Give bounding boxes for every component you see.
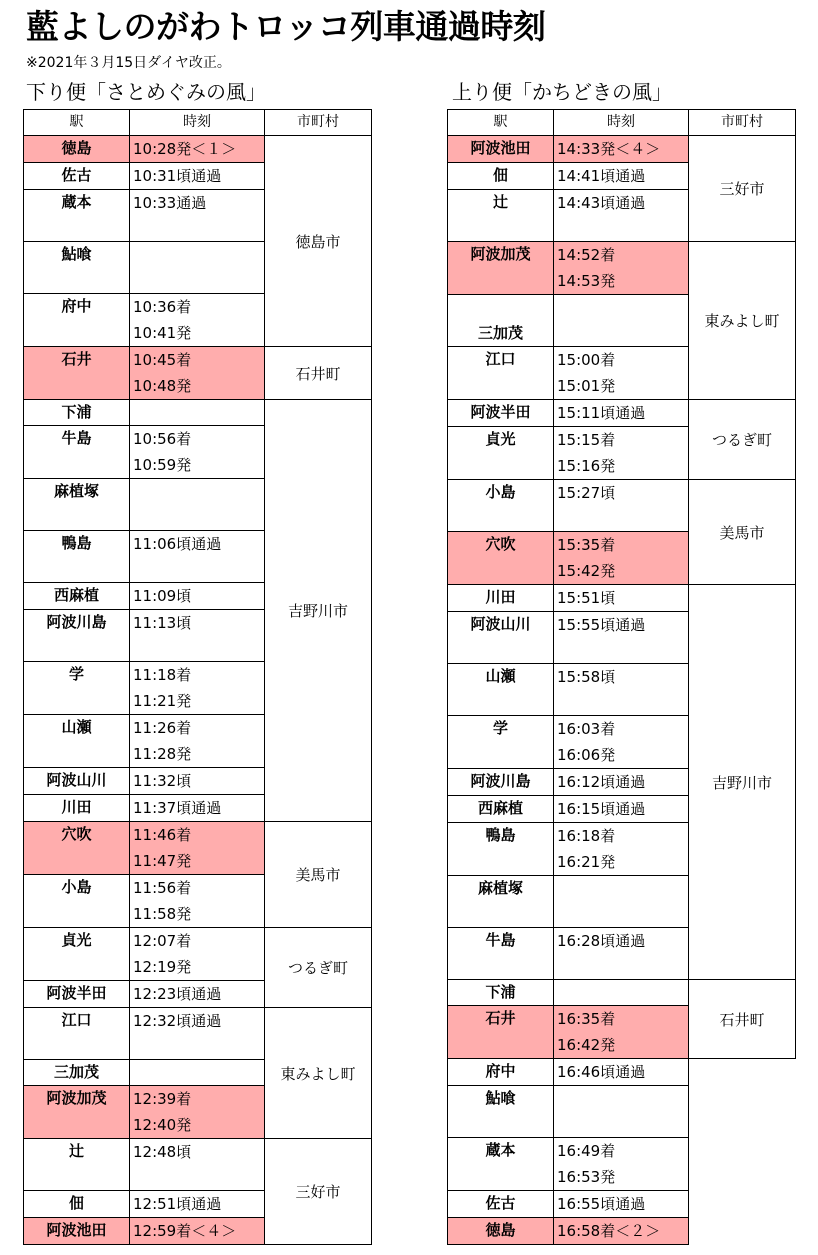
time-value: 15:01発 bbox=[557, 377, 616, 395]
station-time bbox=[130, 347, 265, 400]
station-time bbox=[554, 1006, 689, 1059]
station-row bbox=[448, 136, 796, 163]
station-time bbox=[554, 427, 689, 480]
time-value: 15:35着 bbox=[557, 536, 616, 554]
time-value: 15:51頃 bbox=[557, 589, 616, 607]
time-value: 15:11頃通過 bbox=[557, 404, 646, 422]
time-value: 12:19発 bbox=[133, 958, 192, 976]
station-row bbox=[448, 1218, 796, 1245]
municipality-cell: 吉野川市 bbox=[689, 585, 796, 980]
station-name: 山瀬 bbox=[448, 664, 554, 716]
station-row bbox=[24, 1139, 372, 1191]
time-value: 12:40発 bbox=[133, 1116, 192, 1134]
municipality-cell: 徳島市 bbox=[265, 136, 372, 347]
time-value: 15:27頃 bbox=[557, 484, 616, 502]
header-time: 時刻 bbox=[554, 110, 689, 136]
station-name: 三加茂 bbox=[448, 295, 554, 347]
station-time bbox=[554, 716, 689, 769]
station-time bbox=[554, 400, 689, 427]
time-value: 12:39着 bbox=[133, 1090, 192, 1108]
station-name: 下浦 bbox=[448, 980, 554, 1006]
time-value: 12:59着＜４＞ bbox=[133, 1222, 237, 1240]
station-name: 西麻植 bbox=[448, 796, 554, 823]
time-value: 10:31頃通過 bbox=[133, 167, 222, 185]
time-value: 16:18着 bbox=[557, 827, 616, 845]
time-value: 11:37頃通過 bbox=[133, 799, 222, 817]
station-name: 川田 bbox=[448, 585, 554, 612]
time-value: 16:55頃通過 bbox=[557, 1195, 646, 1213]
station-time bbox=[554, 585, 689, 612]
station-row bbox=[448, 400, 796, 427]
station-time bbox=[554, 769, 689, 796]
time-value: 11:56着 bbox=[133, 879, 192, 897]
station-name: 下浦 bbox=[24, 400, 130, 426]
station-time bbox=[554, 242, 689, 295]
station-name: 小島 bbox=[448, 480, 554, 532]
station-time bbox=[130, 479, 265, 531]
time-value: 15:42発 bbox=[557, 562, 616, 580]
time-value: 11:32頃 bbox=[133, 772, 192, 790]
header-row bbox=[24, 110, 372, 136]
time-value: 16:12頃通過 bbox=[557, 773, 646, 791]
station-name: 貞光 bbox=[448, 427, 554, 480]
station-name: 三加茂 bbox=[24, 1060, 130, 1086]
station-name: 穴吹 bbox=[448, 532, 554, 585]
station-name: 牛島 bbox=[24, 426, 130, 479]
time-value: 11:47発 bbox=[133, 852, 192, 870]
station-row bbox=[24, 136, 372, 163]
time-value: 14:52着 bbox=[557, 246, 616, 264]
time-value: 16:46頃通過 bbox=[557, 1063, 646, 1081]
station-name: 阿波池田 bbox=[24, 1218, 130, 1245]
station-time bbox=[554, 1059, 689, 1086]
station-name: 府中 bbox=[448, 1059, 554, 1086]
time-value: 16:06発 bbox=[557, 746, 616, 764]
station-name: 鴨島 bbox=[448, 823, 554, 876]
station-name: 穴吹 bbox=[24, 822, 130, 875]
station-time bbox=[130, 981, 265, 1008]
station-time bbox=[554, 1086, 689, 1138]
time-value: 10:36着 bbox=[133, 298, 192, 316]
station-time bbox=[130, 294, 265, 347]
station-name: 阿波加茂 bbox=[24, 1086, 130, 1139]
station-name: 鴨島 bbox=[24, 531, 130, 583]
time-value: 11:09頃 bbox=[133, 587, 192, 605]
station-name: 徳島 bbox=[448, 1218, 554, 1245]
down-train-caption: 下り便「さとめぐみの風」 bbox=[26, 80, 266, 104]
station-name: 学 bbox=[24, 662, 130, 715]
station-name: 西麻植 bbox=[24, 583, 130, 610]
station-name: 阿波加茂 bbox=[448, 242, 554, 295]
station-time bbox=[130, 768, 265, 795]
station-time bbox=[554, 1138, 689, 1191]
time-value: 16:21発 bbox=[557, 853, 616, 871]
station-row bbox=[448, 1059, 796, 1086]
time-value: 14:53発 bbox=[557, 272, 616, 290]
station-row bbox=[448, 1138, 796, 1191]
time-value: 15:16発 bbox=[557, 457, 616, 475]
station-time bbox=[130, 715, 265, 768]
station-name: 小島 bbox=[24, 875, 130, 928]
station-name: 石井 bbox=[24, 347, 130, 400]
station-time bbox=[130, 400, 265, 426]
station-time bbox=[554, 612, 689, 664]
station-row bbox=[448, 1086, 796, 1138]
station-row bbox=[448, 980, 796, 1006]
station-row bbox=[24, 822, 372, 875]
station-time bbox=[130, 1086, 265, 1139]
time-value: 11:26着 bbox=[133, 719, 192, 737]
time-value: 12:48頃 bbox=[133, 1143, 192, 1161]
time-value: 16:49着 bbox=[557, 1142, 616, 1160]
station-name: 佃 bbox=[24, 1191, 130, 1218]
time-value: 16:42発 bbox=[557, 1036, 616, 1054]
header-station: 駅 bbox=[24, 110, 130, 136]
time-value: 11:58発 bbox=[133, 905, 192, 923]
time-value: 10:56着 bbox=[133, 430, 192, 448]
time-value: 11:28発 bbox=[133, 745, 192, 763]
station-time bbox=[554, 1218, 689, 1245]
station-time bbox=[130, 242, 265, 294]
municipality-cell: 三好市 bbox=[265, 1139, 372, 1245]
station-name: 阿波川島 bbox=[24, 610, 130, 662]
time-value: 12:07着 bbox=[133, 932, 192, 950]
station-row bbox=[24, 928, 372, 981]
station-time bbox=[554, 1191, 689, 1218]
station-time bbox=[130, 1218, 265, 1245]
station-name: 貞光 bbox=[24, 928, 130, 981]
time-value: 10:33通過 bbox=[133, 194, 207, 212]
station-time bbox=[130, 583, 265, 610]
station-time bbox=[130, 531, 265, 583]
station-time bbox=[554, 823, 689, 876]
station-name: 阿波川島 bbox=[448, 769, 554, 796]
station-name: 麻植塚 bbox=[448, 876, 554, 928]
station-time bbox=[554, 928, 689, 980]
station-name: 江口 bbox=[24, 1008, 130, 1060]
station-name: 辻 bbox=[24, 1139, 130, 1191]
station-name: 石井 bbox=[448, 1006, 554, 1059]
station-name: 佃 bbox=[448, 163, 554, 190]
time-value: 14:41頃通過 bbox=[557, 167, 646, 185]
station-name: 鮎喰 bbox=[24, 242, 130, 294]
station-name: 鮎喰 bbox=[448, 1086, 554, 1138]
station-row bbox=[448, 1191, 796, 1218]
station-time bbox=[554, 480, 689, 532]
municipality-cell: 石井町 bbox=[265, 347, 372, 400]
time-value: 15:15着 bbox=[557, 431, 616, 449]
municipality-cell: 石井町 bbox=[689, 980, 796, 1059]
municipality-cell: 美馬市 bbox=[265, 822, 372, 928]
time-value: 10:59発 bbox=[133, 456, 192, 474]
time-value: 10:48発 bbox=[133, 377, 192, 395]
time-value: 10:41発 bbox=[133, 324, 192, 342]
station-time bbox=[130, 610, 265, 662]
station-time bbox=[554, 796, 689, 823]
header-row bbox=[448, 110, 796, 136]
time-value: 16:58着＜２＞ bbox=[557, 1222, 661, 1240]
station-time bbox=[554, 190, 689, 242]
time-value: 16:03着 bbox=[557, 720, 616, 738]
municipality-cell: つるぎ町 bbox=[689, 400, 796, 480]
municipality-cell: つるぎ町 bbox=[265, 928, 372, 1008]
station-time bbox=[554, 876, 689, 928]
time-value: 11:21発 bbox=[133, 692, 192, 710]
up-timetable bbox=[447, 109, 796, 1245]
station-time bbox=[130, 1008, 265, 1060]
municipality-cell: 吉野川市 bbox=[265, 400, 372, 822]
header-time: 時刻 bbox=[130, 110, 265, 136]
time-value: 10:28発＜１＞ bbox=[133, 140, 237, 158]
up-train-caption: 上り便「かちどきの風」 bbox=[452, 80, 672, 104]
station-name: 佐古 bbox=[24, 163, 130, 190]
station-row bbox=[24, 400, 372, 426]
station-time bbox=[130, 795, 265, 822]
station-name: 阿波半田 bbox=[24, 981, 130, 1008]
station-name: 麻植塚 bbox=[24, 479, 130, 531]
station-time bbox=[554, 980, 689, 1006]
time-value: 16:35着 bbox=[557, 1010, 616, 1028]
station-name: 阿波半田 bbox=[448, 400, 554, 427]
time-value: 11:06頃通過 bbox=[133, 535, 222, 553]
time-value: 16:28頃通過 bbox=[557, 932, 646, 950]
station-time bbox=[130, 875, 265, 928]
station-name: 阿波池田 bbox=[448, 136, 554, 163]
time-value: 12:23頃通過 bbox=[133, 985, 222, 1003]
station-time bbox=[554, 664, 689, 716]
down-timetable bbox=[23, 109, 372, 1245]
station-name: 学 bbox=[448, 716, 554, 769]
station-name: 江口 bbox=[448, 347, 554, 400]
station-name: 府中 bbox=[24, 294, 130, 347]
time-value: 10:45着 bbox=[133, 351, 192, 369]
station-time bbox=[130, 662, 265, 715]
station-time bbox=[130, 136, 265, 163]
header-municipality: 市町村 bbox=[265, 110, 372, 136]
time-value: 15:55頃通過 bbox=[557, 616, 646, 634]
station-time bbox=[130, 190, 265, 242]
station-row bbox=[24, 347, 372, 400]
station-name: 阿波山川 bbox=[448, 612, 554, 664]
station-name: 辻 bbox=[448, 190, 554, 242]
station-name: 川田 bbox=[24, 795, 130, 822]
station-time bbox=[554, 136, 689, 163]
header-municipality: 市町村 bbox=[689, 110, 796, 136]
station-name: 蔵本 bbox=[448, 1138, 554, 1191]
station-time bbox=[554, 532, 689, 585]
station-time bbox=[130, 1060, 265, 1086]
station-row bbox=[448, 585, 796, 612]
station-time bbox=[554, 295, 689, 347]
station-name: 牛島 bbox=[448, 928, 554, 980]
station-row bbox=[448, 480, 796, 532]
time-value: 11:46着 bbox=[133, 826, 192, 844]
station-row bbox=[24, 1008, 372, 1060]
station-time bbox=[130, 928, 265, 981]
station-time bbox=[130, 163, 265, 190]
time-value: 15:58頃 bbox=[557, 668, 616, 686]
municipality-cell: 三好市 bbox=[689, 136, 796, 242]
station-time bbox=[130, 1139, 265, 1191]
municipality-cell: 東みよし町 bbox=[265, 1008, 372, 1139]
time-value: 12:51頃通過 bbox=[133, 1195, 222, 1213]
time-value: 11:13頃 bbox=[133, 614, 192, 632]
time-value: 11:18着 bbox=[133, 666, 192, 684]
station-time bbox=[130, 1191, 265, 1218]
station-name: 蔵本 bbox=[24, 190, 130, 242]
station-name: 徳島 bbox=[24, 136, 130, 163]
page-title: 藍よしのがわトロッコ列車通過時刻 bbox=[26, 7, 546, 46]
header-station: 駅 bbox=[448, 110, 554, 136]
station-row bbox=[448, 242, 796, 295]
municipality-cell: 美馬市 bbox=[689, 480, 796, 585]
revision-note: ※2021年３月15日ダイヤ改正。 bbox=[26, 55, 231, 71]
time-value: 14:33発＜４＞ bbox=[557, 140, 661, 158]
time-value: 16:15頃通過 bbox=[557, 800, 646, 818]
station-time bbox=[554, 163, 689, 190]
station-time bbox=[554, 347, 689, 400]
station-name: 佐古 bbox=[448, 1191, 554, 1218]
station-time bbox=[130, 426, 265, 479]
municipality-cell: 東みよし町 bbox=[689, 242, 796, 400]
time-value: 16:53発 bbox=[557, 1168, 616, 1186]
station-name: 阿波山川 bbox=[24, 768, 130, 795]
time-value: 15:00着 bbox=[557, 351, 616, 369]
station-name: 山瀬 bbox=[24, 715, 130, 768]
time-value: 12:32頃通過 bbox=[133, 1012, 222, 1030]
time-value: 14:43頃通過 bbox=[557, 194, 646, 212]
station-time bbox=[130, 822, 265, 875]
